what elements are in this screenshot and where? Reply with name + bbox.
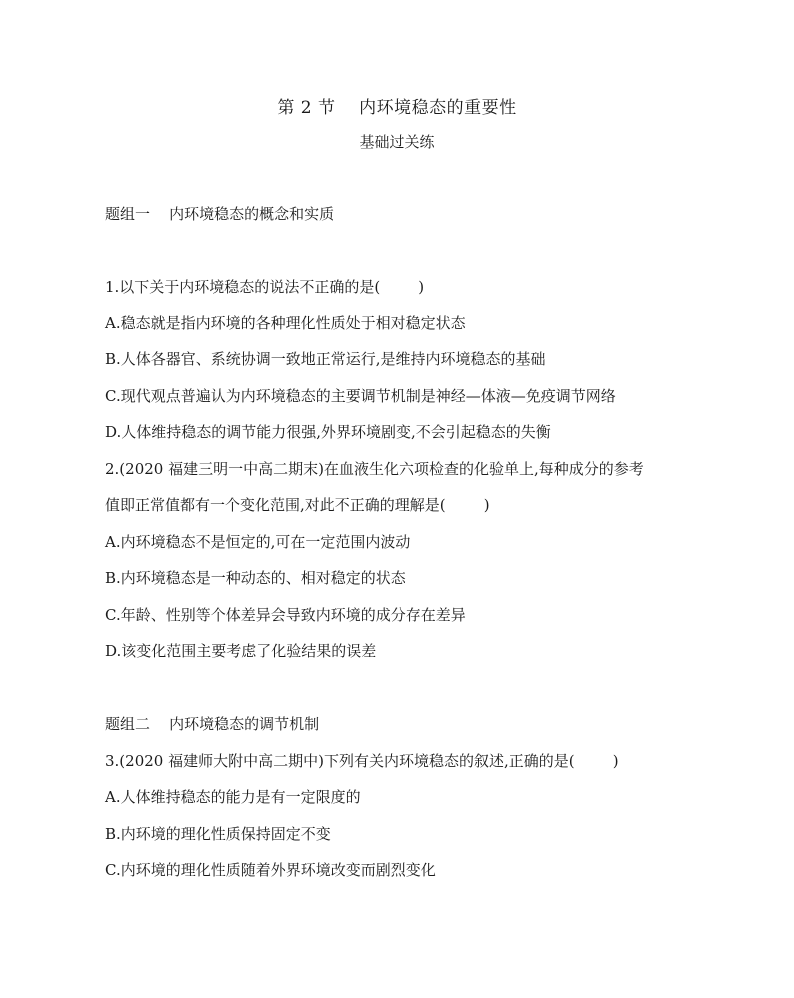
question-option: B.内环境的理化性质保持固定不变 xyxy=(105,825,331,843)
section-subtitle: 基础过关练 xyxy=(359,133,435,151)
question-option: C.年龄、性别等个体差异会导致内环境的成分存在差异 xyxy=(105,606,466,624)
question-option: D.人体维持稳态的调节能力很强,外界环境剧变,不会引起稳态的失衡 xyxy=(105,423,551,441)
question-stem: 3.(2020 福建师大附中高二期中)下列有关内环境稳态的叙述,正确的是( ) xyxy=(105,752,619,770)
section-title: 第 2 节 内环境稳态的重要性 xyxy=(277,98,517,118)
question-option: A.内环境稳态不是恒定的,可在一定范围内波动 xyxy=(105,533,411,551)
question-stem-continued: 值即正常值都有一个变化范围,对此不正确的理解是( ) xyxy=(105,496,490,514)
question-option: C.现代观点普遍认为内环境稳态的主要调节机制是神经—体液—免疫调节网络 xyxy=(105,387,616,405)
question-option: B.人体各器官、系统协调一致地正常运行,是维持内环境稳态的基础 xyxy=(105,350,546,368)
group-heading: 题组二 内环境稳态的调节机制 xyxy=(105,715,320,733)
question-option: C.内环境的理化性质随着外界环境改变而剧烈变化 xyxy=(105,861,436,879)
question-option: A.稳态就是指内环境的各种理化性质处于相对稳定状态 xyxy=(105,314,466,332)
group-heading: 题组一 内环境稳态的概念和实质 xyxy=(105,205,335,223)
question-option: A.人体维持稳态的能力是有一定限度的 xyxy=(105,788,361,806)
question-option: D.该变化范围主要考虑了化验结果的误差 xyxy=(105,642,377,660)
question-stem: 2.(2020 福建三明一中高二期末)在血液生化六项检查的化验单上,每种成分的参考 xyxy=(105,460,644,478)
question-stem: 1.以下关于内环境稳态的说法不正确的是( ) xyxy=(105,278,425,296)
question-option: B.内环境稳态是一种动态的、相对稳定的状态 xyxy=(105,569,406,587)
